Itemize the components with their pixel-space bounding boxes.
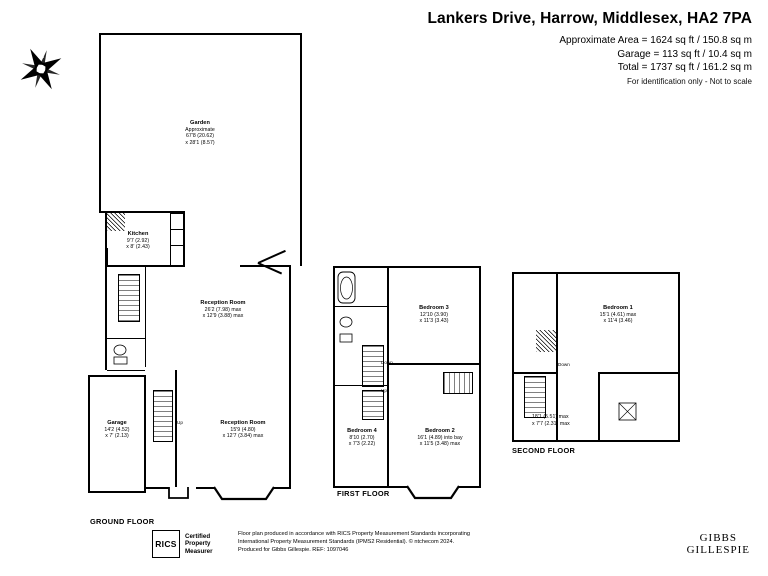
first-floor-label: FIRST FLOOR bbox=[337, 489, 390, 498]
second-landing-line1: 18'1 (5.51) max bbox=[532, 414, 569, 420]
garage-line2: x 7' (2.13) bbox=[105, 433, 129, 440]
disclaimer-line1: Floor plan produced in accordance with RICS Property Measurement Standards incorporating bbox=[238, 531, 470, 537]
ground-bay-window bbox=[212, 486, 276, 502]
second-part-vert-right bbox=[598, 372, 600, 440]
reception-lower-wall-right bbox=[289, 370, 291, 488]
reception-lower-label bbox=[198, 420, 288, 440]
garden-wall-top bbox=[99, 33, 302, 35]
kitchen-counter-right-2 bbox=[170, 229, 183, 230]
ground-up-label: Up bbox=[177, 420, 183, 425]
reception-upper-wall-right bbox=[289, 265, 291, 370]
rics-text-line2: Property bbox=[185, 540, 211, 548]
ground-stairs-lower bbox=[153, 390, 173, 442]
footer bbox=[0, 526, 768, 570]
bedroom4-line2: x 7'3 (2.22) bbox=[348, 441, 376, 448]
wc-wall-bottom bbox=[107, 370, 145, 371]
reception-upper-diag2 bbox=[258, 262, 282, 274]
second-down-label: Down bbox=[558, 362, 570, 367]
ground-hall-wall-lower bbox=[175, 370, 177, 488]
second-outer-top bbox=[512, 272, 680, 274]
bedroom1-line1: 15'1 (4.61) max bbox=[599, 311, 637, 318]
first-outer-right bbox=[479, 266, 481, 488]
ground-outer-bottom bbox=[88, 491, 146, 493]
bedroom2-line1: 16'1 (4.89) into bay bbox=[417, 434, 463, 441]
second-part-vert-left bbox=[556, 272, 558, 330]
ground-hall-wall bbox=[145, 267, 146, 367]
second-hatch-icon bbox=[618, 402, 638, 422]
agent-logo-line1: GIBBS bbox=[699, 532, 737, 544]
kitchen-line2: x 8' (2.43) bbox=[126, 244, 150, 251]
garden-wall-right bbox=[300, 33, 302, 266]
garage-name: Garage bbox=[107, 420, 127, 426]
reception-upper-line1: 26'2 (7.98) max bbox=[204, 306, 242, 313]
garage-label bbox=[92, 420, 142, 440]
first-outer-bottom-left bbox=[333, 486, 411, 488]
bedroom3-name: Bedroom 3 bbox=[419, 305, 449, 311]
reception-lower-name: Reception Room bbox=[220, 420, 266, 426]
reception-upper-wall-left bbox=[105, 265, 107, 370]
reception-lower-line1: 15'9 (4.80) bbox=[230, 426, 256, 433]
kitchen-counter-right-3 bbox=[170, 245, 183, 246]
bedroom4-line1: 8'10 (2.70) bbox=[349, 434, 375, 441]
bedroom4-name: Bedroom 4 bbox=[347, 428, 377, 434]
header bbox=[332, 10, 752, 86]
first-stairs-down bbox=[362, 345, 384, 387]
reception-lower-line2: x 12'7 (3.84) max bbox=[222, 433, 264, 440]
disclaimer-line2: International Property Measurement Standards (IPMS2 Residential). © ntchecom 2024. bbox=[238, 539, 455, 545]
agent-logo-line2: GILLESPIE bbox=[686, 544, 750, 556]
first-landing-wall-left bbox=[387, 363, 389, 487]
compass-rose bbox=[14, 42, 68, 96]
bedroom4-label bbox=[338, 428, 386, 448]
garage-wall-right bbox=[144, 375, 146, 493]
reception-upper-label bbox=[178, 300, 268, 320]
page-title: Lankers Drive, Harrow, Middlesex, HA2 7PA bbox=[427, 10, 752, 27]
second-outer-bottom bbox=[512, 440, 680, 442]
bedroom2-label bbox=[396, 428, 484, 448]
bedroom1-name: Bedroom 1 bbox=[603, 305, 633, 311]
second-landing-label bbox=[532, 414, 612, 427]
bedroom3-label bbox=[398, 305, 470, 325]
garage-line: Garage = 113 sq ft / 10.4 sq m bbox=[617, 48, 752, 60]
first-bathroom-wall-bottom bbox=[333, 306, 388, 307]
compass-north-label: N bbox=[37, 50, 45, 60]
area-line: Approximate Area = 1624 sq ft / 150.8 sq m bbox=[559, 35, 752, 46]
ground-outer-left bbox=[88, 375, 90, 493]
bedroom2-name: Bedroom 2 bbox=[425, 428, 455, 434]
bedroom3-line2: x 11'3 (3.43) bbox=[419, 318, 449, 325]
kitchen-counter-right bbox=[170, 213, 183, 214]
kitchen-counter-vert bbox=[170, 213, 171, 265]
bedroom1-label bbox=[578, 305, 658, 325]
first-bay-window bbox=[405, 485, 461, 501]
rics-logo: RICS bbox=[152, 530, 180, 558]
first-bathroom-wall-right bbox=[387, 266, 389, 363]
disclaimer bbox=[238, 530, 528, 554]
ground-stairs-upper bbox=[118, 274, 140, 322]
second-part-horz-left bbox=[512, 372, 558, 374]
first-landing-div bbox=[335, 385, 387, 386]
total-line: Total = 1737 sq ft / 161.2 sq m bbox=[617, 62, 752, 73]
kitchen-window-hatch bbox=[107, 213, 125, 231]
rics-text bbox=[185, 533, 213, 556]
kitchen-line1: 9'7 (2.92) bbox=[126, 237, 150, 244]
garden-wall-left bbox=[99, 33, 101, 213]
disclaimer-line3: Produced for Gibbs Gillespie. REF: 1097046 bbox=[238, 547, 349, 553]
second-outer-right bbox=[678, 272, 680, 442]
rics-badge bbox=[152, 530, 213, 558]
bedroom3-line1: 12'10 (3.90) bbox=[419, 311, 449, 318]
ground-porch bbox=[168, 486, 190, 502]
reception-upper-line2: x 12'9 (3.88) max bbox=[202, 313, 244, 320]
garden-label bbox=[160, 120, 240, 146]
kitchen-sink bbox=[107, 248, 108, 265]
second-part-horz-right bbox=[598, 372, 680, 374]
first-up-label: Up bbox=[381, 388, 387, 393]
second-floor-label: SECOND FLOOR bbox=[512, 446, 576, 455]
first-outer-top bbox=[333, 266, 481, 268]
first-stairs-up bbox=[362, 390, 384, 420]
second-chimney-hatch bbox=[536, 330, 556, 352]
reception-upper-name: Reception Room bbox=[200, 300, 246, 306]
identification-note: For identification only - Not to scale bbox=[627, 76, 752, 86]
kitchen-wall-right bbox=[183, 211, 185, 267]
kitchen-name: Kitchen bbox=[127, 231, 149, 237]
bedroom1-line2: x 11'4 (3.46) bbox=[603, 318, 633, 325]
wc-fixtures-icon bbox=[112, 343, 138, 367]
garden-line2: 67'8 (20.62) bbox=[185, 133, 215, 140]
ground-floor-label: GROUND FLOOR bbox=[90, 517, 155, 526]
garage-line1: 14'2 (4.52) bbox=[104, 426, 130, 433]
second-landing-line2: x 7'7 (2.31) max bbox=[532, 420, 570, 427]
garden-name: Garden bbox=[190, 120, 210, 126]
second-stairs-down bbox=[524, 376, 546, 418]
agent-logo bbox=[687, 532, 750, 556]
rics-text-line3: Measurer bbox=[185, 547, 213, 555]
garden-line3: x 28'1 (8.57) bbox=[185, 139, 215, 146]
wc-wall-top bbox=[107, 338, 145, 339]
kitchen-label bbox=[110, 231, 166, 251]
first-down-label: Down bbox=[381, 360, 393, 365]
reception-upper-diag bbox=[258, 250, 286, 264]
first-stairs-right bbox=[443, 372, 473, 394]
first-outer-left bbox=[333, 266, 335, 488]
rics-text-line1: Certified bbox=[185, 532, 211, 540]
second-outer-left bbox=[512, 272, 514, 442]
bedroom3-wall-bottom bbox=[387, 363, 481, 365]
bedroom2-line2: x 11'5 (3.48) max bbox=[419, 441, 461, 448]
ground-outer-top-left bbox=[88, 375, 146, 377]
bathtub-icon bbox=[337, 270, 385, 304]
garden-line1: Approximate bbox=[185, 126, 215, 133]
